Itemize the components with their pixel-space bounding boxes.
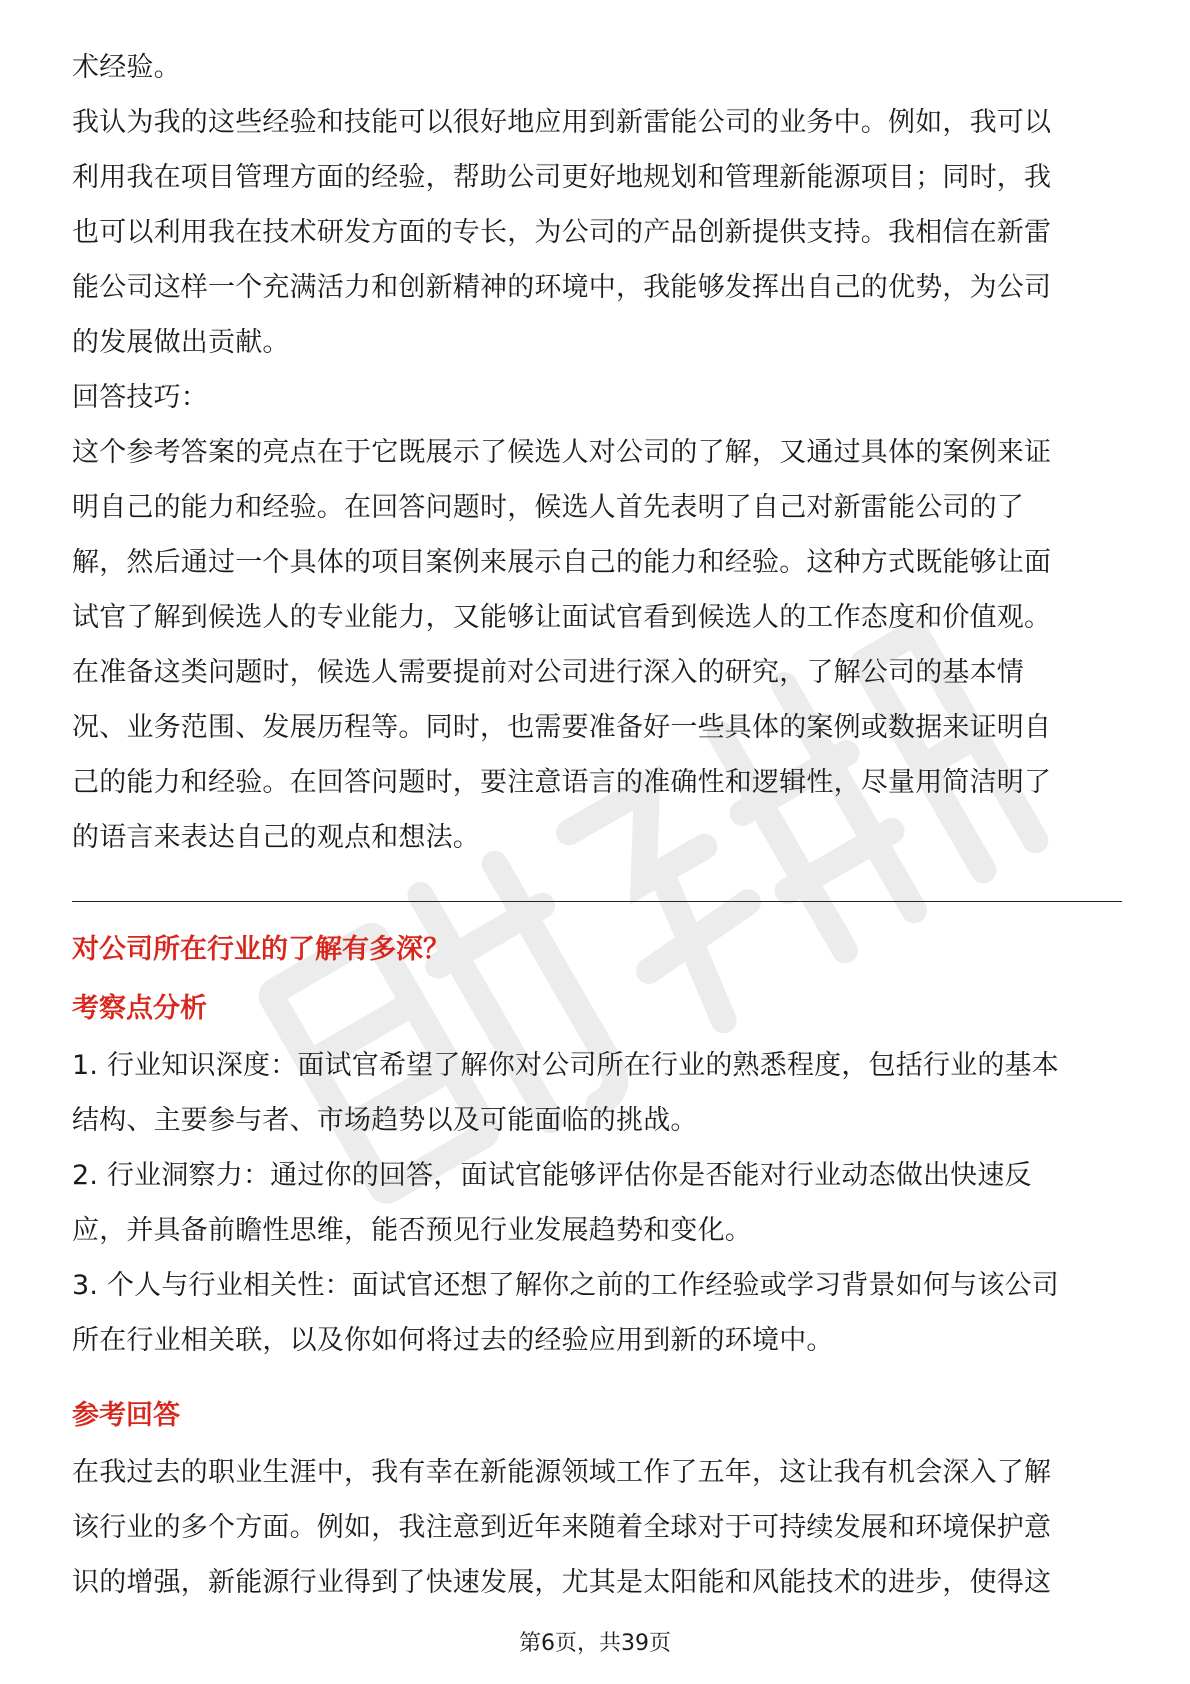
page-number: 第6页，共39页 bbox=[519, 1631, 671, 1656]
list-item bbox=[72, 1258, 1122, 1368]
text-line: 明自己的能力和经验。在回答问题时，候选人首先表明了自己对新雷能公司的了 bbox=[72, 492, 1024, 523]
text-line: 试官了解到候选人的专业能力，又能够让面试官看到候选人的工作态度和价值观。 bbox=[72, 602, 1052, 633]
text-line: 的语言来表达自己的观点和想法。 bbox=[72, 822, 480, 853]
answer-tips-label bbox=[72, 370, 1122, 425]
section-divider bbox=[72, 901, 1122, 902]
text-line: 在准备这类问题时，候选人需要提前对公司进行深入的研究，了解公司的基本情 bbox=[72, 657, 1024, 688]
text-line: 我认为我的这些经验和技能可以很好地应用到新雷能公司的业务中。例如，我可以 bbox=[72, 107, 1052, 138]
paragraph bbox=[72, 40, 1122, 95]
text-line: 2. 行业洞察力：通过你的回答，面试官能够评估你是否能对行业动态做出快速反 bbox=[72, 1160, 1032, 1191]
text-line: 在我过去的职业生涯中，我有幸在新能源领域工作了五年，这让我有机会深入了解 bbox=[72, 1457, 1052, 1488]
text-line: 况、业务范围、发展历程等。同时，也需要准备好一些具体的案例或数据来证明自 bbox=[72, 712, 1052, 743]
document-page bbox=[72, 40, 1122, 1610]
text-line: 术经验。 bbox=[72, 52, 181, 83]
text-line: 所在行业相关联，以及你如何将过去的经验应用到新的环境中。 bbox=[72, 1325, 834, 1356]
text-line: 也可以利用我在技术研发方面的专长，为公司的产品创新提供支持。我相信在新雷 bbox=[72, 217, 1052, 248]
reference-heading: 参考回答 bbox=[72, 1400, 180, 1431]
text-line: 利用我在项目管理方面的经验，帮助公司更好地规划和管理新能源项目；同时，我 bbox=[72, 162, 1052, 193]
text-line: 该行业的多个方面。例如，我注意到近年来随着全球对于可持续发展和环境保护意 bbox=[72, 1512, 1052, 1543]
text-line: 结构、主要参与者、市场趋势以及可能面临的挑战。 bbox=[72, 1105, 698, 1136]
analysis-heading: 考察点分析 bbox=[72, 993, 207, 1024]
question-title: 对公司所在行业的了解有多深？ bbox=[72, 934, 450, 965]
text-line: 识的增强，新能源行业得到了快速发展，尤其是太阳能和风能技术的进步，使得这 bbox=[72, 1567, 1052, 1598]
list-item bbox=[72, 1038, 1122, 1148]
text-line: 1. 行业知识深度：面试官希望了解你对公司所在行业的熟悉程度，包括行业的基本 bbox=[72, 1050, 1059, 1081]
body-top bbox=[72, 40, 1122, 865]
text-line: 能公司这样一个充满活力和创新精神的环境中，我能够发挥出自己的优势，为公司 bbox=[72, 272, 1052, 303]
text-line: 这个参考答案的亮点在于它既展示了候选人对公司的了解，又通过具体的案例来证 bbox=[72, 437, 1052, 468]
text-line: 回答技巧： bbox=[72, 382, 208, 413]
analysis-list bbox=[72, 1038, 1122, 1368]
paragraph bbox=[72, 95, 1122, 370]
text-line: 解，然后通过一个具体的项目案例来展示自己的能力和经验。这种方式既能够让面 bbox=[72, 547, 1052, 578]
list-item bbox=[72, 1148, 1122, 1258]
text-line: 应，并具备前瞻性思维，能否预见行业发展趋势和变化。 bbox=[72, 1215, 752, 1246]
text-line: 己的能力和经验。在回答问题时，要注意语言的准确性和逻辑性，尽量用简洁明了 bbox=[72, 767, 1052, 798]
reference-answer bbox=[72, 1445, 1122, 1610]
paragraph bbox=[72, 425, 1122, 865]
text-line: 的发展做出贡献。 bbox=[72, 327, 290, 358]
text-line: 3. 个人与行业相关性：面试官还想了解你之前的工作经验或学习背景如何与该公司 bbox=[72, 1270, 1059, 1301]
